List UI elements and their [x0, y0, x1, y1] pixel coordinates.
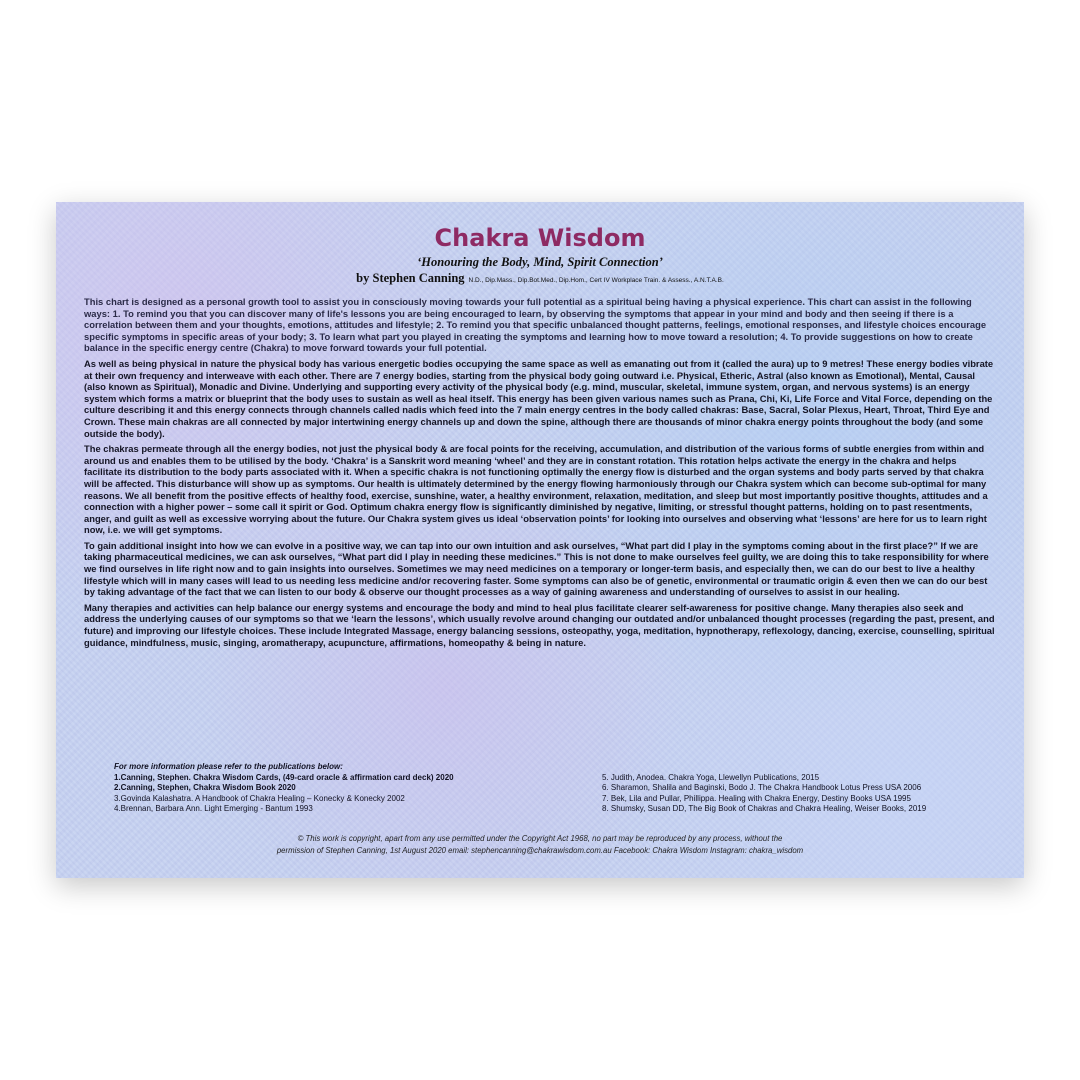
references-left-column [114, 773, 602, 815]
contact-line: permission of Stephen Canning, 1st August 2020 email: stephencanning@chakrawisdom.com.au Facebook: Chakra Wisdom Instagram: chakra_wisdom [276, 845, 804, 855]
reference-item: 4.Brennan, Barbara Ann. Light Emerging - Bantum 1993 [114, 804, 313, 813]
reference-item: 6. Sharamon, Shalila and Baginski, Bodo J. The Chakra Handbook Lotus Press USA 2006 [602, 783, 922, 792]
author-byline [56, 270, 1024, 289]
author-name: by Stephen Canning [356, 271, 465, 285]
reference-item: 2.Canning, Stephen, Chakra Wisdom Book 2020 [114, 783, 296, 792]
reference-item: 3.Govinda Kalashatra. A Handbook of Chakra Healing – Konecky & Konecky 2002 [114, 793, 405, 803]
paragraph-energy-bodies: As well as being physical in nature the physical body has various energetic bodies occupying the same space as well as emanating out from it (called the aura) up to 9 metres! These energy bodies vibrate at their own frequency and interweave with each other. There are 7 energy bodies, starting from the physical body going outward i.e. Physical, Etheric, Astral (also known as Emotional), Mental, Causal (also known as Spiritual), Monadic and Divine. Underlying and supporting every activity of the physical body (e.g. mind, muscular, skeletal, immune system, organ, and nervous systems) is an energy system which forms a matrix or blueprint that the body uses to sustain as well as heal itself. This energy has been given various names such as Prana, Chi, Ki, Life Force and Vital Force, depending on the culture describing it and this energy connects through channels called nadis which feed into the 7 main energy centres in the body called chakras: Base, Sacral, Solar Plexus, Heart, Throat, Third Eye and Crown. These main chakras are all connected by major intertwining energy channels up and down the spine, although there are thousands of minor chakra energy points throughout the body (and some outside the body). [84, 357, 994, 439]
paragraph-insight: To gain additional insight into how we can evolve in a positive way, we can tap into our own intuition and ask ourselves, “What part did I play in the symptoms coming about in the first place?” If we are taking pharmaceutical medicines, we can ask ourselves, “What part did I play in needing these medicines.” This is not done to make ourselves feel guilty, we are doing this to take responsibility for where we find ourselves in life right now and to gain insights into ourselves. Sometimes we may need medicines on a temporary or longer-term basis, and especially then, we can do our best to live a healthy lifestyle which will in many cases will lead to us needing less medicine and/or recovering faster. Some symptoms can also be of genetic, environmental or traumatic origin & even then we can do our best by taking advantage of the fact that we can listen to our body & observe our thought processes as a way of gaining awareness and understanding of ourselves to assist in our healing. [84, 539, 989, 598]
reference-item: 7. Bek, Lila and Pullar, Phillippa. Healing with Chakra Energy, Destiny Books USA 1995 [602, 793, 911, 803]
chakra-wisdom-poster [56, 202, 1024, 878]
reference-item: 8. Shumsky, Susan DD, The Big Book of Chakras and Chakra Healing, Weiser Books, 2019 [602, 804, 927, 813]
references-heading: For more information please refer to the publications below: [114, 762, 343, 771]
paragraph-intro: This chart is designed as a personal growth tool to assist you in consciously moving towards your full potential as a spiritual being having a physical experience. This chart can assist in the following ways: 1. To remind you that you can discover many of life's lessons you are being encouraged to learn, by observing the symptoms that appear in your mind and body and then seeing if there is a correlation between them and your thoughts, emotions, attitudes and lifestyle; 2. To remind you that specific unbalanced thought patterns, feelings, emotional responses, and lifestyle choices encourage specific symptoms in specific areas of your body; 3. To learn what part you played in creating the symptoms and learning how to move toward a resolution; 4. To provide suggestions on how to create balance in the specific energy centre (Chakra) to move forward towards your full potential. [84, 296, 987, 354]
references-right-column [602, 773, 994, 815]
poster-title: Chakra Wisdom [434, 224, 646, 252]
author-credentials: N.D., Dip.Mass., Dip.Bot.Med., Dip.Hom., Cert IV Workplace Train. & Assess., A.N.T.A.B. [468, 277, 724, 284]
references [114, 762, 994, 815]
paragraph-chakras: The chakras permeate through all the energy bodies, not just the physical body & are focal points for the receiving, accumulation, and distribution of the various forms of subtle energies from within and around us and enables them to be utilised by the body. ‘Chakra’ is a Sanskrit word meaning ‘wheel’ and they are in constant rotation. This rotation helps activate the energy in the chakra and helps facilitate its distribution to the body parts associated with it. When a specific chakra is not functioning optimally the energy flow is disturbed and the organ systems and body parts served by that chakra will be affected. This disturbance will show up as symptoms. Our health is ultimately determined by the energy flowing harmoniously through our Chakra system which can become sub-optimal for many reasons. We all benefit from the positive effects of healthy food, exercise, sunshine, water, a healthy environment, relaxation, meditation, and sleep but most importantly positive thoughts, attitudes and a connection with a higher power – some call it spirit or God. Optimum chakra energy flow is significantly diminished by negative, limiting, or stressful thought patterns, holding on to past resentments, anger, and guilt as well as excessive worrying about the future. Our Chakra system gives us ideal ‘observation points’ for looking into ourselves and observing what ‘lessons’ are here for us to learn right now, i.e. we will get symptoms. [84, 443, 988, 536]
reference-item: 1.Canning, Stephen. Chakra Wisdom Cards, (49-card oracle & affirmation card deck) 2020 [114, 772, 454, 782]
paragraph-therapies: Many therapies and activities can help balance our energy systems and encourage the body and mind to heal plus facilitate clearer self-awareness for positive change. Many therapies also seek and address the underlying causes of our symptoms so that we ‘learn the lessons’, which usually revolve around changing our outdated and/or unbalanced thought processes (regarding the past, present, and future) and improving our lifestyle choices. These include Integrated Massage, energy balancing sessions, osteopathy, yoga, meditation, hypnotherapy, reflexology, dancing, exercise, counselling, spiritual guidance, mindfulness, music, singing, aromatherapy, acupuncture, affirmations, homeopathy & being in nature. [84, 601, 995, 648]
copyright-line: © This work is copyright, apart from any use permitted under the Copyright Act 1968, no part may be reproduced by any process, without the [297, 834, 783, 843]
reference-item: 5. Judith, Anodea. Chakra Yoga, Llewellyn Publications, 2015 [602, 772, 820, 782]
poster-subtitle: ‘Honouring the Body, Mind, Spirit Connection’ [417, 255, 663, 269]
body-text [84, 296, 996, 652]
copyright-notice [56, 833, 1024, 856]
